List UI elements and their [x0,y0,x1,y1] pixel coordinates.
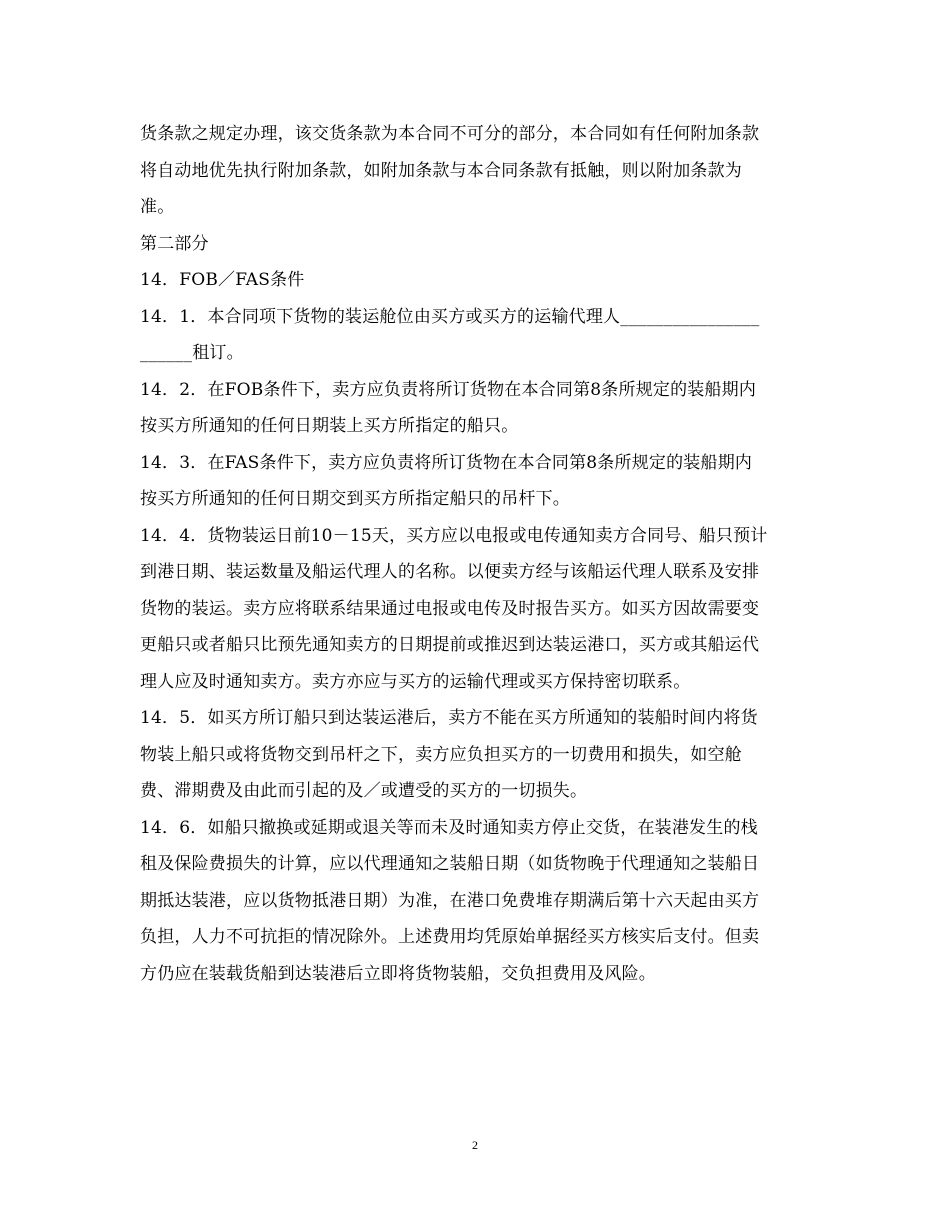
text-line: 14．5．如买方所订船只到达装运港后，卖方不能在买方所通知的装船时间内将货 [140,708,758,728]
section-heading: 第二部分 [140,233,209,254]
text-line: 物装上船只或将货物交到吊杆之下，卖方应负担买方的一切费用和损失，如空舱 [140,744,742,765]
text-line: 货条款之规定办理，该交货条款为本合同不可分的部分，本合同如有任何附加条款 [140,124,760,144]
text-line: 14．1．本合同项下货物的装运舱位由买方或买方的运输代理人________________ [140,306,760,327]
clause-heading: 14．FOB／FAS条件 [140,270,305,290]
text-line: 将自动地优先执行附加条款，如附加条款与本合同条款有抵触，则以附加条款为 [140,160,742,181]
text-line: 到港日期、装运数量及船运代理人的名称。以便卖方经与该船运代理人联系及安排 [140,562,760,582]
text-line: 14．4．货物装运日前10－15天，买方应以电报或电传通知卖方合同号、船只预计 [140,525,768,546]
text-line: 准。 [140,197,175,217]
text-line: 按买方所通知的任何日期装上买方所指定的船只。 [140,416,519,436]
text-line: 按买方所通知的任何日期交到买方所指定船只的吊杆下。 [140,489,570,509]
text-line: 更船只或者船只比预先通知卖方的日期提前或推迟到达装运港口，买方或其船运代 [140,635,760,655]
text-line: 14．3．在FAS条件下，卖方应负责将所订货物在本合同第8条所规定的装船期内 [140,452,753,473]
page-number: 2 [472,1138,478,1152]
text-line: 期抵达装港，应以货物抵港日期）为准，在港口免费堆存期满后第十六天起由买方 [140,890,760,911]
text-line: 理人应及时通知卖方。卖方亦应与买方的运输代理或买方保持密切联系。 [140,671,691,692]
text-line: 负担，人力不可抗拒的情况除外。上述费用均凭原始单据经买方核实后支付。但卖 [140,927,760,947]
text-line: 14．6．如船只撤换或延期或退关等而未及时通知卖方停止交货，在装港发生的栈 [140,817,758,838]
text-line: 租及保险费损失的计算，应以代理通知之装船日期（如货物晚于代理通知之装船日 [140,854,760,874]
text-line: 费、滞期费及由此而引起的及／或遭受的买方的一切损失。 [140,781,588,801]
text-line: 方仍应在装载货船到达装港后立即将货物装船，交负担费用及风险。 [140,963,656,984]
text-line: 货物的装运。卖方应将联系结果通过电报或电传及时报告买方。如买方因故需要变 [140,598,760,619]
text-line: ______租订。 [140,343,244,363]
text-line: 14．2．在FOB条件下，卖方应负责将所订货物在本合同第8条所规定的装船期内 [140,379,757,400]
contract-body-text [140,116,830,992]
